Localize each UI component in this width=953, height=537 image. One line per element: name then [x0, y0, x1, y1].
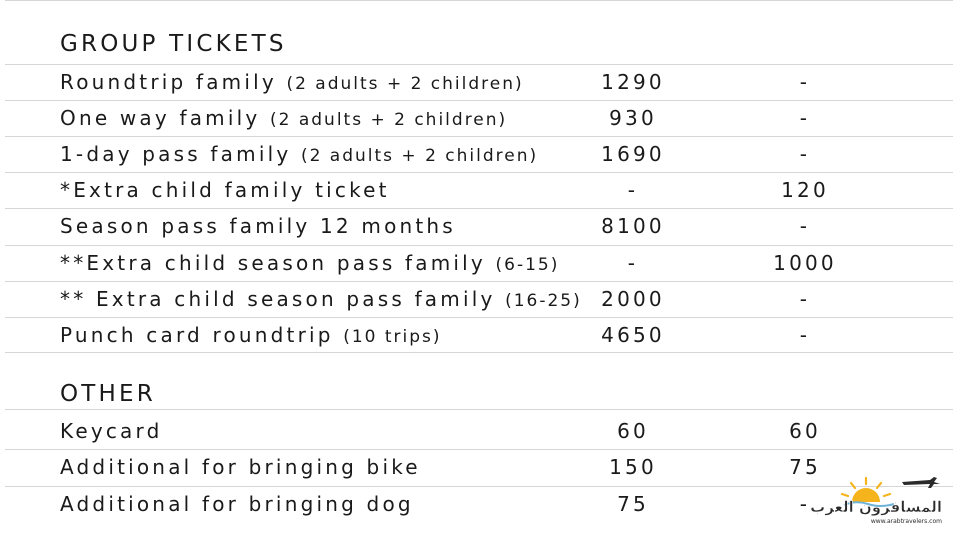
price-column-2: 60	[789, 419, 821, 443]
ticket-label	[60, 486, 414, 522]
ticket-label	[60, 449, 421, 485]
watermark-arabic: المسافرون العرب	[810, 498, 942, 516]
ticket-label	[60, 100, 507, 136]
ticket-note: (2 adults + 2 children)	[286, 74, 524, 94]
ticket-name: Season pass family 12 months	[60, 214, 456, 238]
price-column-1: -	[627, 251, 639, 275]
price-column-2: -	[799, 492, 811, 516]
price-column-2: 120	[781, 178, 829, 202]
price-column-1: 8100	[601, 214, 665, 238]
ticket-name: ** Extra child season pass family	[60, 287, 496, 311]
price-column-1: 1690	[601, 142, 665, 166]
ticket-label	[60, 317, 442, 353]
ticket-label	[60, 281, 582, 317]
ticket-label	[60, 172, 390, 208]
ticket-name: *Extra child family ticket	[60, 178, 390, 202]
price-column-2: -	[799, 142, 811, 166]
section-title: OTHER	[60, 381, 156, 407]
ticket-label	[60, 413, 162, 449]
ticket-note: (6-15)	[495, 255, 560, 275]
ticket-label	[60, 64, 524, 100]
price-column-1: -	[627, 178, 639, 202]
price-column-1: 2000	[601, 287, 665, 311]
watermark-url: www.arabtravelers.com	[870, 518, 942, 525]
table-row	[0, 317, 953, 353]
price-column-1: 4650	[601, 323, 665, 347]
ticket-name: Additional for bringing bike	[60, 455, 421, 479]
ticket-name: **Extra child season pass family	[60, 251, 486, 275]
price-column-2: -	[799, 287, 811, 311]
plane-icon	[902, 477, 940, 488]
table-row	[0, 413, 953, 449]
section-title: GROUP TICKETS	[60, 31, 287, 57]
price-column-1: 150	[609, 455, 657, 479]
ticket-label	[60, 136, 538, 172]
ticket-name: Roundtrip family	[60, 70, 277, 94]
price-column-2: 75	[789, 455, 821, 479]
table-row	[0, 172, 953, 208]
row-divider	[5, 409, 953, 410]
table-row	[0, 208, 953, 244]
table-row	[0, 449, 953, 485]
table-row	[0, 64, 953, 100]
ticket-name: Keycard	[60, 419, 163, 443]
price-column-1: 60	[617, 419, 649, 443]
table-row	[0, 281, 953, 317]
price-column-2: -	[799, 70, 811, 94]
ticket-label	[60, 208, 456, 244]
top-divider	[5, 0, 953, 1]
ticket-name: 1-day pass family	[60, 142, 292, 166]
price-column-1: 1290	[601, 70, 665, 94]
ticket-note: (10 trips)	[343, 327, 442, 347]
price-column-2: 1000	[773, 251, 837, 275]
table-row	[0, 136, 953, 172]
watermark-logo	[810, 472, 946, 527]
price-column-1: 75	[617, 492, 649, 516]
ticket-note: (2 adults + 2 children)	[269, 110, 508, 130]
table-row	[0, 245, 953, 281]
price-column-1: 930	[609, 106, 657, 130]
ticket-name: Punch card roundtrip	[60, 323, 334, 347]
price-column-2: -	[799, 106, 811, 130]
ticket-note: (16-25)	[505, 291, 582, 311]
price-column-2: -	[799, 214, 811, 238]
price-column-2: -	[799, 323, 811, 347]
ticket-name: One way family	[60, 106, 261, 130]
ticket-note: (2 adults + 2 children)	[300, 146, 539, 166]
ticket-name: Additional for bringing dog	[60, 492, 414, 516]
table-row	[0, 100, 953, 136]
ticket-label	[60, 245, 559, 281]
